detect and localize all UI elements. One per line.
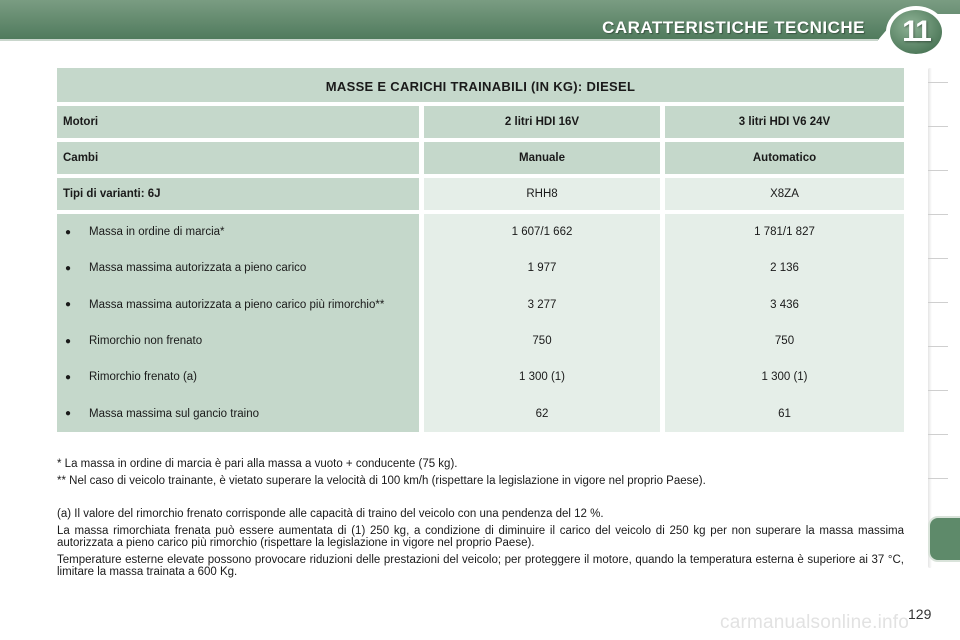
table-row-label: ● Massa in ordine di marcia*: [65, 226, 225, 239]
row-label: Motori: [57, 106, 419, 138]
side-tab-divider: [928, 126, 948, 127]
row-label: Cambi: [57, 142, 419, 174]
bullet-icon: ●: [65, 299, 72, 311]
row-label: Tipi di varianti: 6J: [57, 178, 419, 210]
chapter-title: CARATTERISTICHE TECNICHE: [602, 18, 865, 37]
table-cell: 62: [535, 407, 549, 420]
data-column-3l-hdi-v6: [665, 214, 904, 432]
data-labels-column: [57, 214, 419, 432]
table-cell: 61: [778, 407, 791, 420]
table-row-gearboxes: [57, 142, 904, 174]
note-temperature: Temperature esterne elevate possono provocare riduzioni delle prestazioni del veicolo; per proteggere il motore, quando la temperatura esterna è superiore ai 37 °C, limitare la massa trainata a 600 Kg.: [57, 553, 904, 578]
side-tab-divider: [928, 82, 948, 83]
side-tab-divider: [928, 258, 948, 259]
table-cell: 3 436: [770, 298, 799, 311]
bullet-icon: ●: [65, 408, 72, 420]
side-tab-divider: [928, 170, 948, 171]
footnotes: [57, 458, 904, 579]
cell-col3: 3 litri HDI V6 24V: [665, 106, 904, 138]
bullet-icon: ●: [65, 335, 72, 347]
table-row-label: ● Massa massima autorizzata a pieno carico più rimorchio**: [65, 298, 385, 311]
data-column-2l-hdi: [424, 214, 660, 432]
table-row-label: ● Massa massima autorizzata a pieno carico: [65, 262, 307, 275]
note-mass-increase: La massa rimorchiata frenata può essere aumentata di (1) 250 kg, a condizione di diminuire il carico del veicolo di 250 kg per non superare la massa massima autorizzata a pieno carico più rimorchio (rispettare la legislazione in vigore nel proprio Paese).: [57, 524, 904, 549]
side-tab-strip: [928, 70, 960, 570]
table-cell: 2 136: [770, 262, 799, 275]
table-title: MASSE E CARICHI TRAINABILI (IN KG): DIESEL: [57, 68, 904, 102]
table-cell: 750: [774, 335, 795, 348]
footnote-speed-limit: ** Nel caso di veicolo trainante, è vietato superare la velocità di 100 km/h (rispettare la legislazione in vigore nel proprio Paese).: [57, 474, 706, 487]
note-braked-trailer: (a) Il valore del rimorchio frenato corrisponde alle capacità di traino del veicolo con una pendenza del 12 %.: [57, 508, 604, 520]
table-cell: 1 300 (1): [518, 371, 566, 384]
towing-mass-table: [57, 68, 904, 432]
chapter-number-badge: 11: [902, 15, 930, 48]
table-cell: 1 607/1 662: [511, 226, 573, 239]
bullet-icon: ●: [65, 371, 72, 383]
side-tab-divider: [928, 478, 948, 479]
cell-col2: RHH8: [424, 178, 660, 210]
active-chapter-tab[interactable]: [928, 516, 960, 562]
table-row-label: ● Massa massima sul gancio traino: [65, 407, 260, 420]
side-tab-divider: [928, 214, 948, 215]
table-cell: 750: [532, 335, 552, 348]
bullet-icon: ●: [65, 226, 72, 238]
bullet-icon: ●: [65, 262, 72, 274]
table-cell: 1 300 (1): [761, 371, 808, 384]
side-tab-divider: [928, 434, 948, 435]
cell-col2: Manuale: [424, 142, 660, 174]
cell-col3: Automatico: [665, 142, 904, 174]
table-cell: 1 977: [527, 262, 557, 275]
table-row-label: ● Rimorchio frenato (a): [65, 371, 198, 384]
cell-col2: 2 litri HDI 16V: [424, 106, 660, 138]
table-data-block: [57, 214, 904, 432]
page-header: [0, 0, 960, 62]
watermark: carmanualsonline.info: [720, 612, 910, 633]
table-row-engines: [57, 106, 904, 138]
side-tab-divider: [928, 302, 948, 303]
footnote-curb-mass: * La massa in ordine di marcia è pari alla massa a vuoto + conducente (75 kg).: [57, 458, 458, 470]
page-number: 129: [908, 606, 932, 622]
table-row-variants: [57, 178, 904, 210]
side-tab-divider: [928, 346, 948, 347]
table-cell: 1 781/1 827: [754, 226, 815, 239]
table-cell: 3 277: [527, 298, 557, 311]
table-row-label: ● Rimorchio non frenato: [65, 335, 203, 348]
side-tab-divider: [928, 390, 948, 391]
cell-col3: X8ZA: [665, 178, 904, 210]
